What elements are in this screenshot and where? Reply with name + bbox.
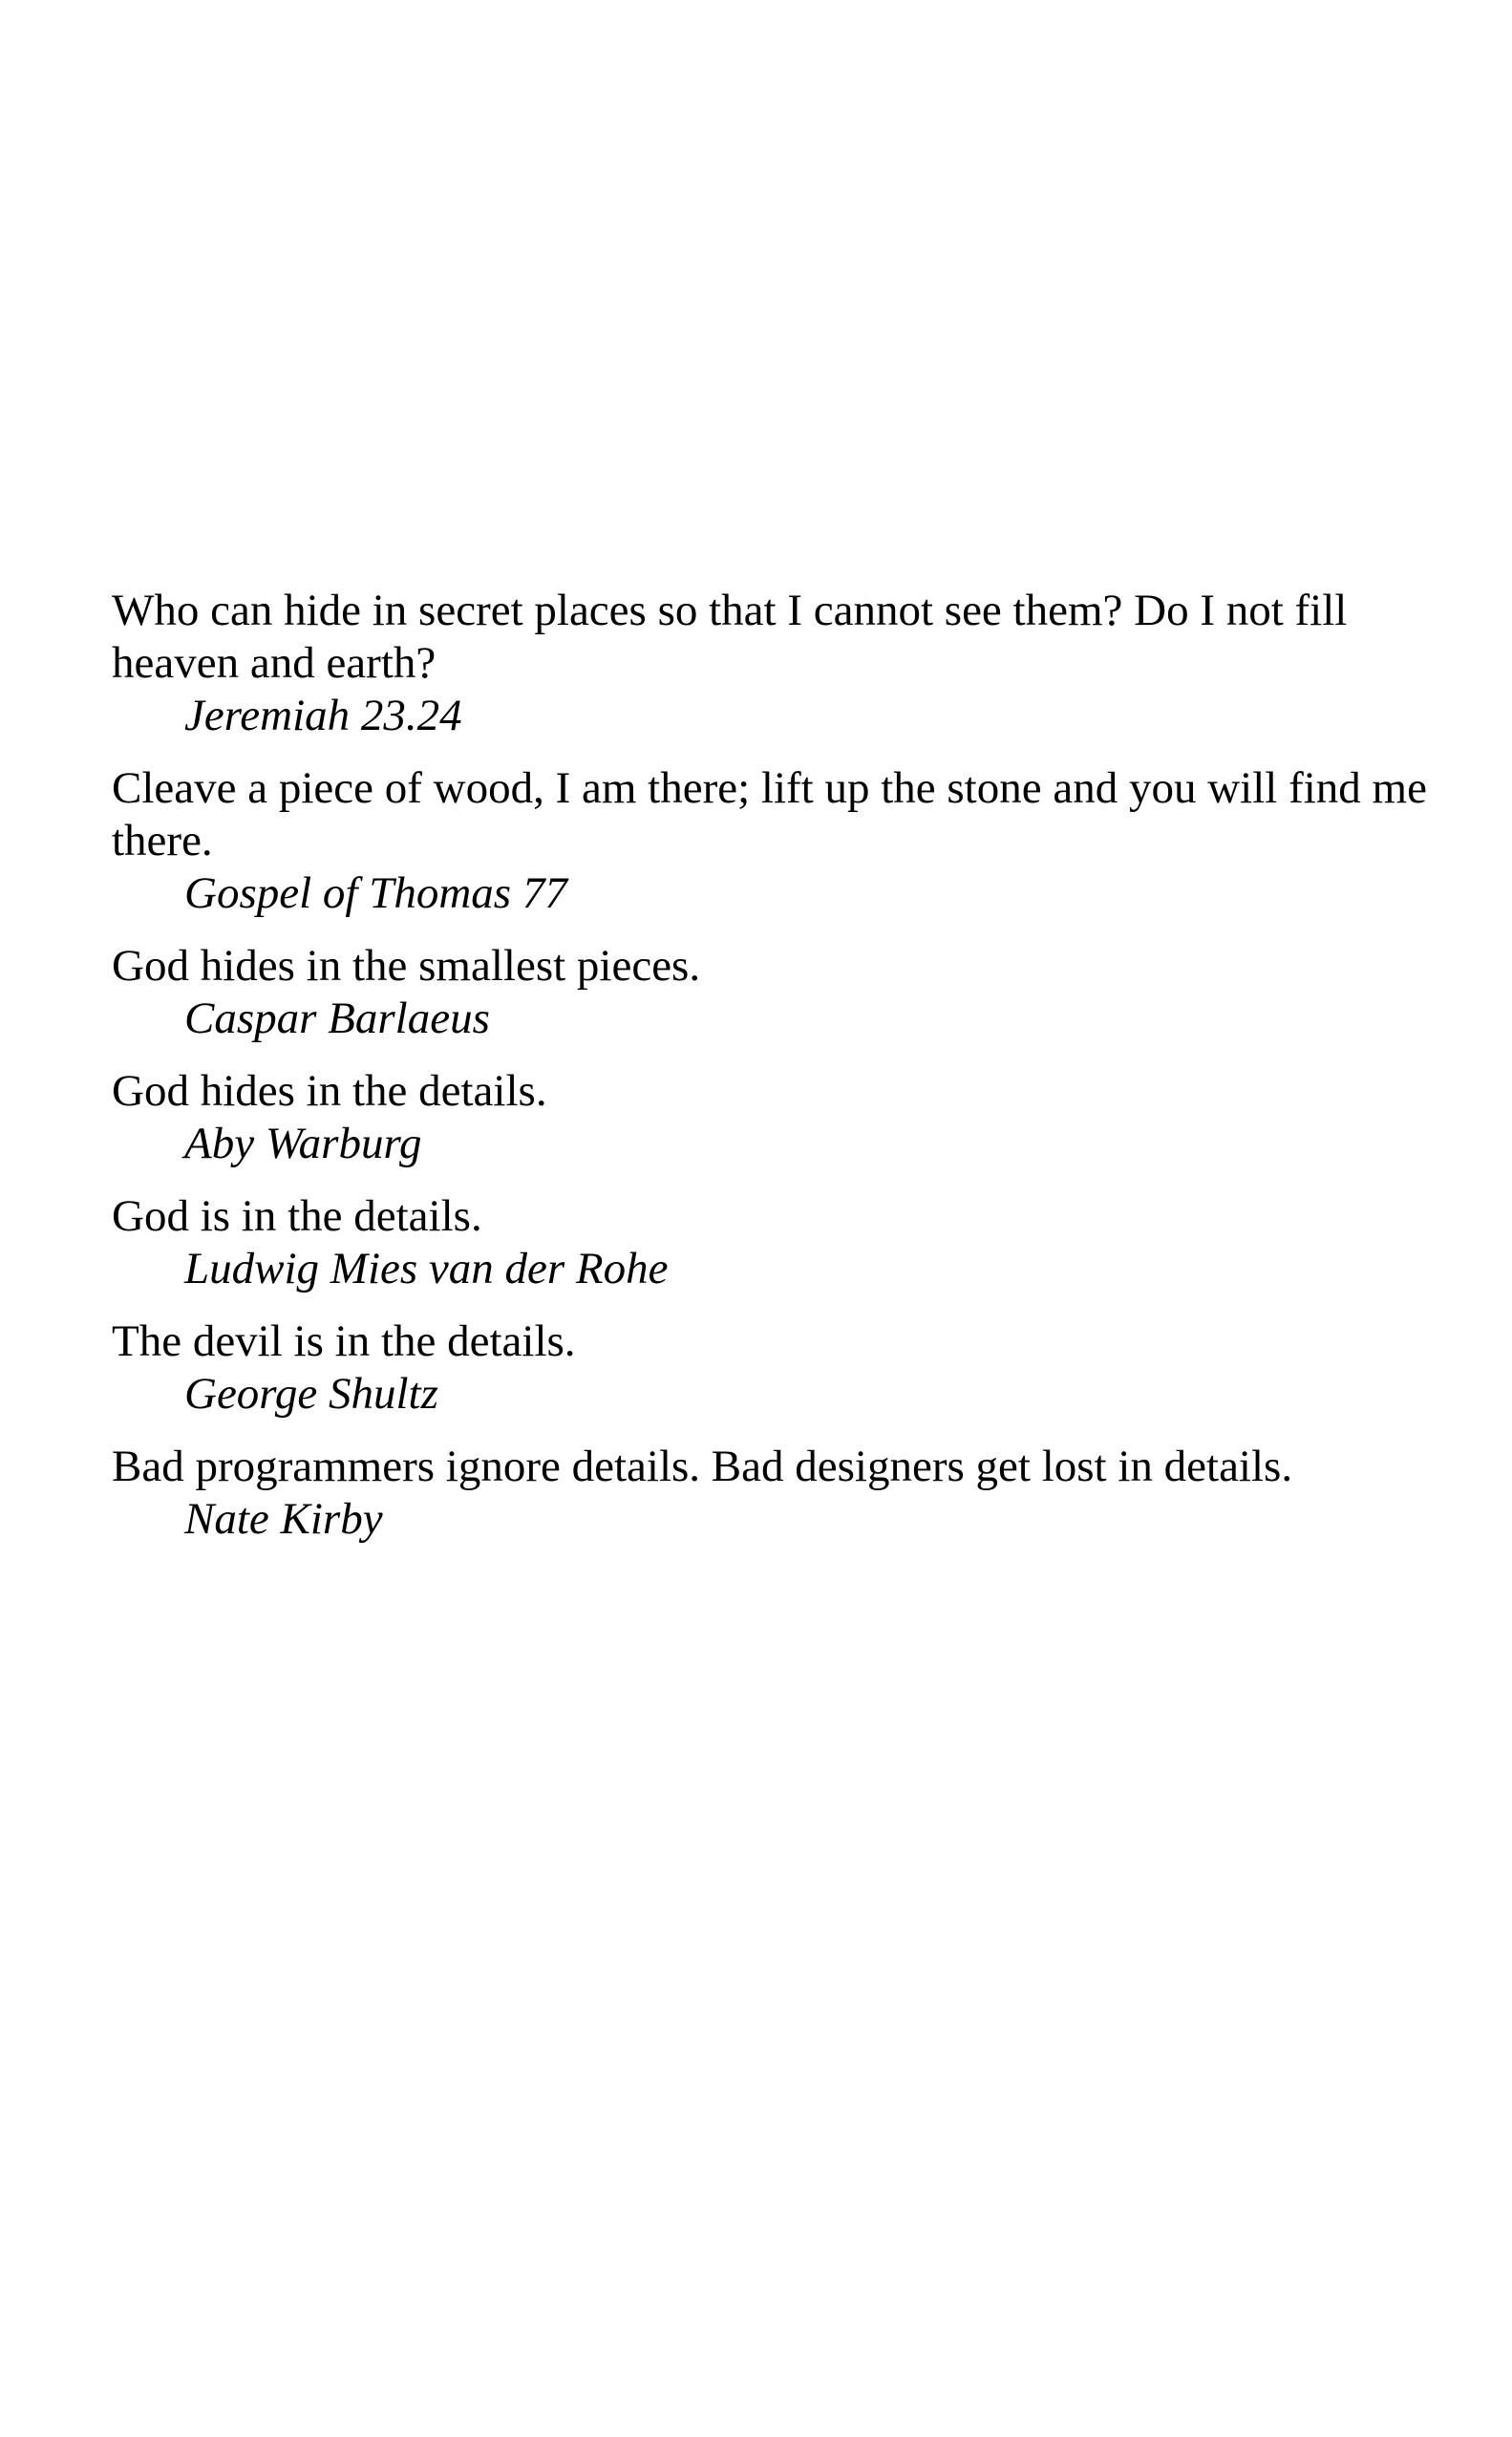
epigraph-attribution: Aby Warburg <box>184 1119 422 1168</box>
epigraph-quote: Cleave a piece of wood, I am there; lift up the stone and you will find me there. <box>112 763 1427 866</box>
epigraph-attribution: Nate Kirby <box>184 1494 383 1544</box>
epigraph-list <box>112 585 1430 1566</box>
epigraph-quote: Who can hide in secret places so that I cannot see them? Do I not fill heaven and earth? <box>112 586 1348 688</box>
epigraph-quote: God hides in the details. <box>112 1066 547 1116</box>
epigraph-attribution: Gospel of Thomas 77 <box>184 868 567 918</box>
epigraph-quote: God is in the details. <box>112 1191 482 1241</box>
epigraph-kirby <box>112 1441 1430 1546</box>
epigraph-mies-van-der-rohe <box>112 1190 1430 1295</box>
epigraph-attribution: Caspar Barlaeus <box>184 994 490 1043</box>
epigraph-attribution: Jeremiah 23.24 <box>184 691 462 740</box>
epigraph-shultz <box>112 1315 1430 1421</box>
epigraph-quote: Bad programmers ignore details. Bad designers get lost in details. <box>112 1442 1293 1491</box>
epigraph-gospel-of-thomas <box>112 762 1430 920</box>
epigraph-warburg <box>112 1065 1430 1170</box>
epigraph-barlaeus <box>112 940 1430 1045</box>
epigraph-quote: God hides in the smallest pieces. <box>112 941 701 991</box>
epigraph-attribution: George Shultz <box>184 1369 438 1419</box>
epigraph-jeremiah <box>112 585 1430 742</box>
epigraph-attribution: Ludwig Mies van der Rohe <box>184 1244 669 1293</box>
epigraph-quote: The devil is in the details. <box>112 1316 576 1366</box>
